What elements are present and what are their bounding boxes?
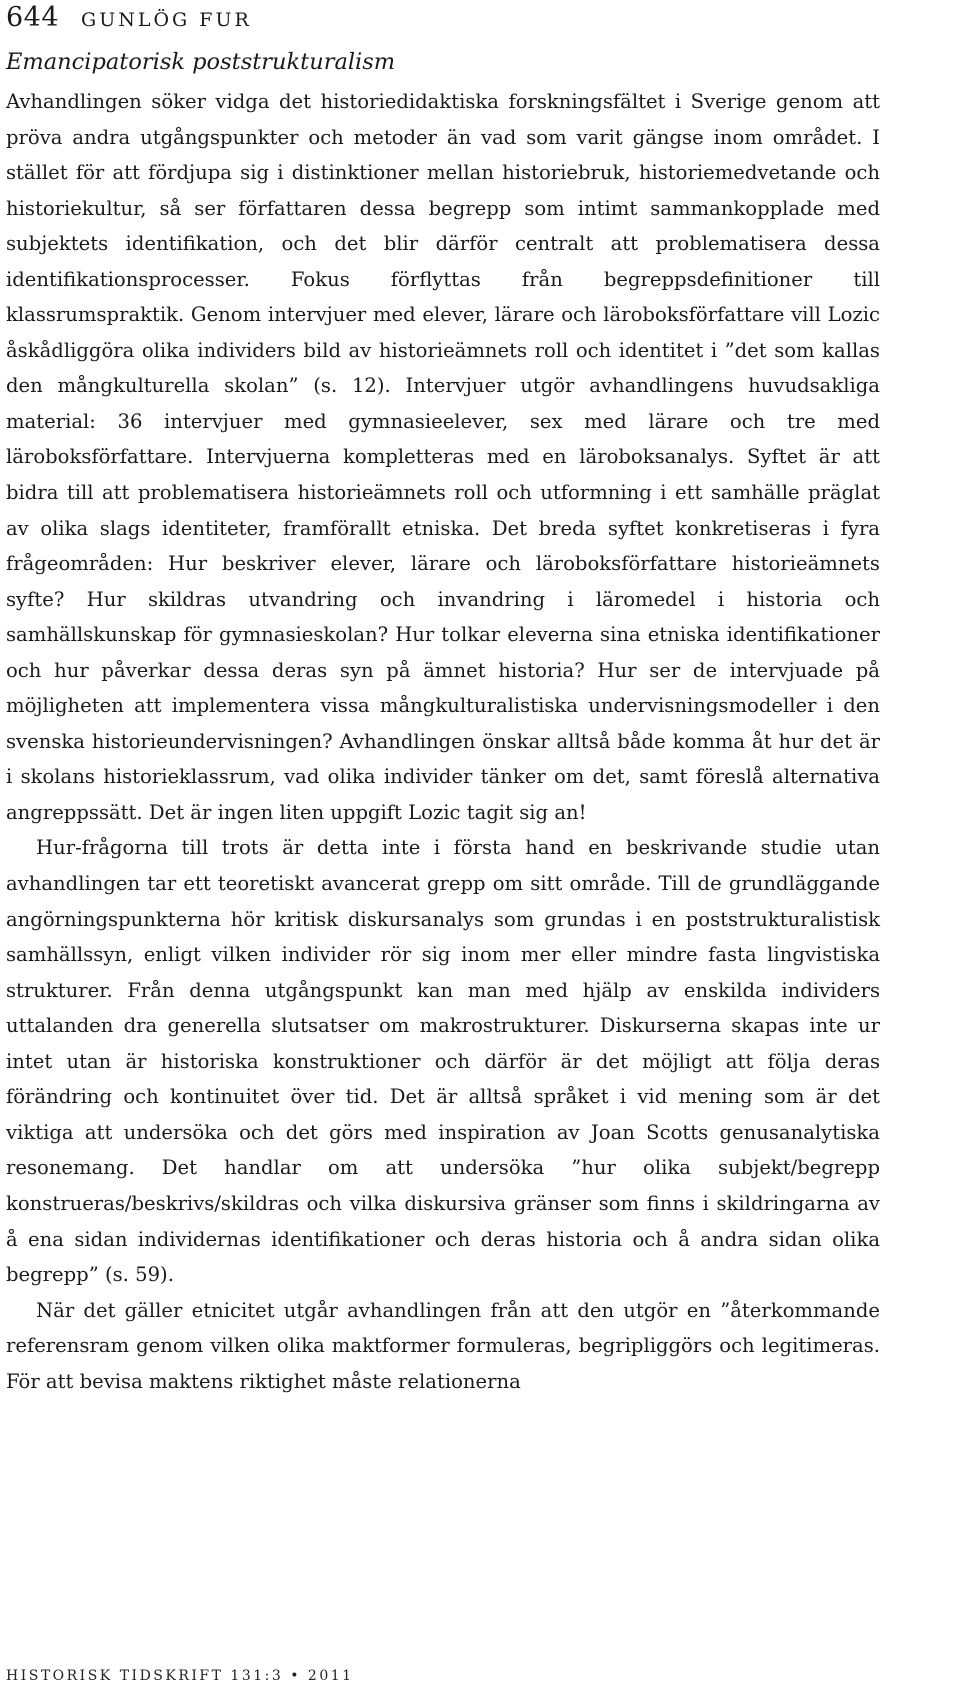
body-text xyxy=(6,84,880,1399)
page-number: 644 xyxy=(6,2,60,33)
running-head-author: GUNLÖG FUR xyxy=(81,9,252,31)
paragraph: När det gäller etnicitet utgår avhandlingen från att den utgör en ”återkommande referensram genom vilken olika maktformer formuleras, begripliggörs och legitimeras. För att bevisa maktens riktighet måste relationerna xyxy=(6,1298,880,1393)
section-title: Emancipatorisk poststrukturalism xyxy=(6,49,396,75)
paragraph: Avhandlingen söker vidga det historiedidaktiska forskningsfältet i Sverige genom att pröva andra utgångspunkter och metoder än vad som varit gängse inom området. I stället för att fördjupa sig i distinktioner mellan historiebruk, historiemedvetande och historiekultur, så ser författaren dessa begrepp som intimt sammankopplade med subjektets identifikation, och det blir därför centralt att problematisera dessa identifikationsprocesser. Fokus förflyttas från begreppsdefinitioner till klassrumspraktik. Genom intervjuer med elever, lärare och läroboksförfattare vill Lozic åskådliggöra olika individers bild av historieämnets roll och identitet i ”det som kallas den mångkulturella skolan” (s. 12). Intervjuer utgör avhandlingens huvudsakliga material: 36 intervjuer med gymnasieelever, sex med lärare och tre med läroboksförfattare. Intervjuerna kompletteras med en läroboksanalys. Syftet är att bidra till att problematisera historieämnets roll och utformning i ett samhälle präglat av olika slags identiteter, framförallt etniska. Det breda syftet konkretiseras i fyra frågeområden: Hur beskriver elever, lärare och läroboksförfattare historieämnets syfte? Hur skildras utvandring och invandring i läromedel i historia och samhällskunskap för gymnasieskolan? Hur tolkar eleverna sina etniska identifikationer och hur påverkar dessa deras syn på ämnet historia? Hur ser de intervjuade på möjligheten att implementera vissa mångkulturalistiska undervisningsmodeller i den svenska historieundervisningen? Avhandlingen önskar alltså både komma åt hur det är i skolans historieklassrum, vad olika individer tänker om det, samt föreslå alternativa angreppssätt. Det är ingen liten uppgift Lozic tagit sig an! xyxy=(6,90,880,824)
running-head xyxy=(6,0,252,36)
paragraph: Hur-frågorna till trots är detta inte i första hand en beskrivande studie utan avhandlingen tar ett teoretiskt avancerat grepp om sitt område. Till de grundläggande angörningspunkterna hör kritisk diskursanalys som grundas i en poststrukturalistisk samhällssyn, enligt vilken individer rör sig inom mer eller mindre fasta lingvistiska strukturer. Från denna utgångspunkt kan man med hjälp av enskilda individers uttalanden dra generella slutsatser om makrostrukturer. Diskurserna skapas inte ur intet utan är historiska konstruktioner och därför är det möjligt att följa deras förändring och kontinuitet över tid. Det är alltså språket i vid mening som är det viktiga att undersöka och det görs med inspiration av Joan Scotts genusanalytiska resonemang. Det handlar om att undersöka ”hur olika subjekt/begrepp konstrueras/beskrivs/skildras och vilka diskursiva gränser som finns i skildringarna av å ena sidan individernas identifikationer och deras historia och å andra sidan olika begrepp” (s. 59). xyxy=(6,836,880,1287)
journal-footer: HISTORISK TIDSKRIFT 131:3 • 2011 xyxy=(6,1668,354,1684)
